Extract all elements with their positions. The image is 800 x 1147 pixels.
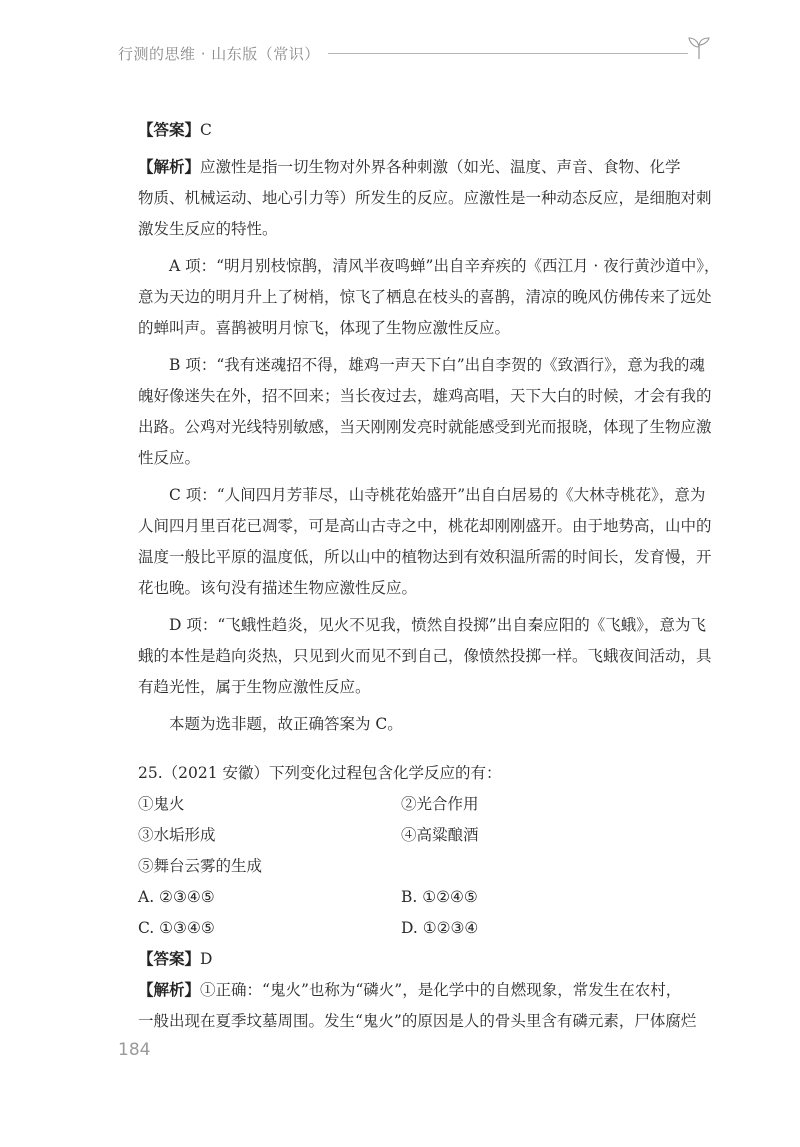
answer-label: 【答案】	[138, 121, 201, 139]
paragraph-line: B 项：“我有迷魂招不得，雄鸡一声天下白”出自李贺的《致酒行》，意为我的魂	[169, 356, 705, 374]
paragraph-line: 出路。公鸡对光线特别敏感，当天刚刚发亮时就能感受到光而报晓，体现了生物应激	[138, 418, 712, 436]
choices-row	[138, 913, 698, 944]
section-gap	[138, 740, 698, 758]
paragraph-line: A 项：“明月别枝惊鹊，清风半夜鸣蝉”出自辛弃疾的《西江月 · 夜行黄沙道中》，	[169, 257, 720, 275]
header-title: 行测的思维 · 山东版（常识）	[118, 45, 320, 63]
answer-value: C	[200, 121, 212, 139]
answer-line-2	[138, 944, 698, 975]
option-a-explanation	[138, 251, 720, 344]
question-item: ②光合作用	[401, 795, 479, 813]
analysis-text: 应激性是指一切生物对外界各种刺激（如光、温度、声音、食物、化学	[200, 158, 681, 176]
analysis-block-2	[138, 975, 698, 1037]
paragraph-line: 人间四月里百花已凋零，可是高山古寺之中，桃花却刚刚盛开。由于地势高，山中的	[138, 517, 712, 535]
analysis-text: 一般出现在夏季坟墓周围。发生“鬼火”的原因是人的骨头里含有磷元素，尸体腐烂	[138, 1012, 697, 1030]
sprout-icon	[686, 35, 712, 61]
page-content	[138, 115, 720, 1037]
paragraph-line: C 项：“人间四月芳菲尽，山寺桃花始盛开”出自白居易的《大林寺桃花》，意为	[169, 486, 706, 504]
paragraph-line: D 项：“飞蛾性趋炎，见火不见我，愤然自投掷”出自秦应阳的《飞蛾》，意为飞	[169, 616, 706, 634]
paragraph-line: 蛾的本性是趋向炎热，只见到火而见不到自己，像愤然投掷一样。飞蛾夜间活动，具	[138, 647, 712, 665]
conclusion-1: 本题为选非题，故正确答案为 C。	[169, 715, 403, 733]
answer-value: D	[200, 950, 213, 968]
paragraph-line: 温度一般比平原的温度低，所以山中的植物达到有效积温所需的时间长，发育慢，开	[138, 548, 712, 566]
answer-label: 【答案】	[138, 950, 201, 968]
paragraph-line: 有趋光性，属于生物应激性反应。	[138, 678, 371, 696]
choice-c: C. ①③④⑤	[138, 919, 215, 937]
choice-d: D. ①②③④	[401, 919, 479, 937]
question-item: ①鬼火	[138, 795, 185, 813]
option-d-explanation	[138, 610, 712, 703]
analysis-label: 【解析】	[138, 158, 201, 176]
analysis-block-1	[138, 152, 712, 245]
question-items-row	[138, 851, 698, 882]
analysis-text: ①正确：“鬼火”也称为“磷火”，是化学中的自燃现象，常发生在农村，	[200, 981, 682, 999]
choices-row	[138, 882, 698, 913]
choice-b: B. ①②④⑤	[401, 888, 478, 906]
page-number: 184	[118, 1040, 151, 1060]
question-items-row	[138, 789, 698, 820]
paragraph-line: 的蝉叫声。喜鹊被明月惊飞，体现了生物应激性反应。	[138, 319, 511, 337]
answer-line-1	[138, 115, 698, 146]
paragraph-line: 性反应。	[138, 449, 201, 467]
running-header	[118, 33, 718, 63]
paragraph-line: 魄好像迷失在外，招不回来；当长夜过去，雄鸡高唱，天下大白的时候，才会有我的	[138, 387, 712, 405]
question-item: ⑤舞台云雾的生成	[138, 857, 263, 875]
question-25-stem: 25.（2021 安徽）下列变化过程包含化学反应的有：	[138, 764, 502, 782]
analysis-text: 物质、机械运动、地心引力等）所发生的反应。应激性是一种动态反应，是细胞对刺	[138, 189, 712, 207]
question-items-row	[138, 820, 698, 851]
analysis-text: 激发生反应的特性。	[138, 220, 278, 238]
paragraph-line: 意为天边的明月升上了树梢，惊飞了栖息在枝头的喜鹊，清凉的晚风仿佛传来了远处	[138, 288, 712, 306]
analysis-label: 【解析】	[138, 981, 201, 999]
paragraph-line: 花也晚。该句没有描述生物应激性反应。	[138, 579, 418, 597]
header-rule	[328, 53, 688, 54]
option-b-explanation	[138, 350, 712, 474]
choice-a: A. ②③④⑤	[138, 888, 215, 906]
question-item: ③水垢形成	[138, 826, 216, 844]
question-item: ④高粱酿酒	[401, 826, 479, 844]
option-c-explanation	[138, 480, 712, 604]
